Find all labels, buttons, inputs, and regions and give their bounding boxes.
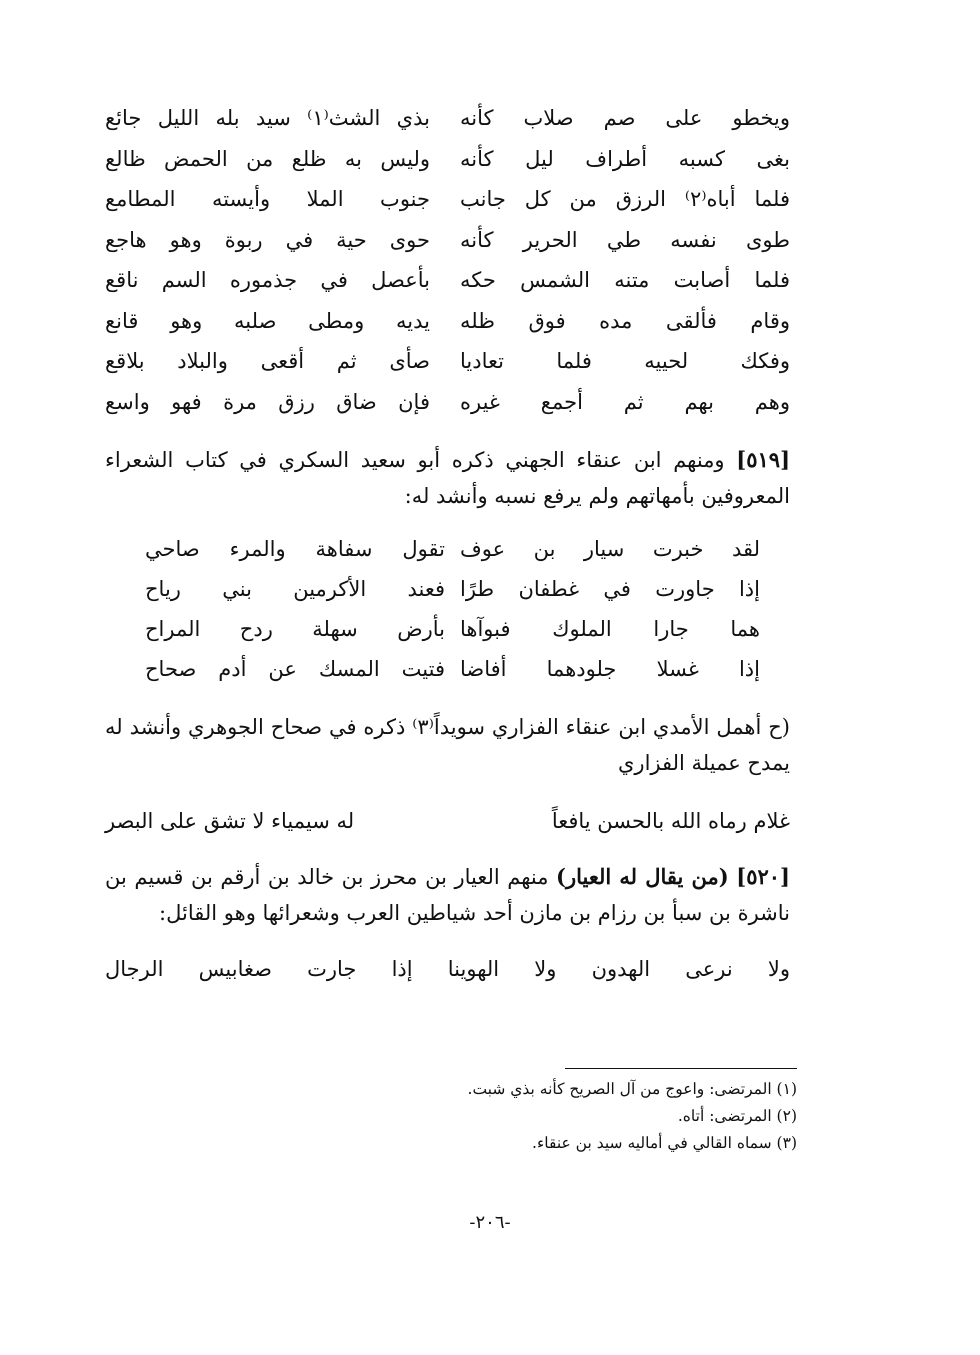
poem-top	[105, 98, 790, 422]
hemistich-second: صأى ثم أقعى والبلاد بلاقع	[105, 349, 430, 373]
verse-line	[145, 529, 760, 569]
footnote: (٣) سماه القالي في أماليه سيد بن عنقاء.	[532, 1134, 797, 1152]
entry-520	[105, 859, 790, 931]
hemistich-first: وقام فألقى مده فوق ظله	[460, 308, 790, 333]
entry-text: منهم العيار بن محرز بن خالد بن أرقم بن قسيم بن ناشرة بن سبأ بن رزام بن مازن أحد شياطين العرب وشعرائها وهو القائل:	[105, 865, 790, 925]
hemistich-first: لقد خبرت سيار بن عوف	[460, 537, 760, 561]
entry-heading: (من يقال له العيار)	[556, 864, 729, 889]
hemistich-first: إذا غسلا جلودهما أفاضا	[460, 657, 760, 681]
hemistich-second: وليس به ظلع من الحمض ظالع	[105, 146, 430, 171]
verse-line	[145, 609, 760, 649]
entry-note-ibn-anqa	[105, 709, 790, 781]
verse-line	[105, 179, 790, 220]
verse-line	[145, 649, 760, 689]
footnotes	[277, 1076, 797, 1157]
hemistich-second: تقول سفاهة والمرء صاحي	[145, 537, 445, 561]
page-body	[105, 96, 790, 987]
verse-line	[105, 139, 790, 180]
entry-number: [٥١٩]	[736, 447, 791, 472]
verse-line	[145, 569, 760, 609]
hemistich-second: فعند الأكرمين بني رياح	[145, 577, 445, 601]
verse-line	[105, 220, 790, 261]
verse-line	[105, 301, 790, 342]
hemistich-first: وهم بهم ثم أجمع غيره	[460, 389, 790, 414]
hemistich-first: فلما أصابت متنه الشمس حكه	[460, 268, 790, 292]
footnote-divider	[565, 1068, 797, 1069]
entry-text: (ح أهمل الأمدي ابن عنقاء الفزاري سويداً⁽٣⁾ ذكره في صحاح الجوهري وأنشد له يمدح عميلة الفزاري	[105, 715, 790, 775]
hemistich-second: حوى حية في ربوة وهو هاجع	[105, 227, 430, 252]
entry-519	[105, 442, 790, 514]
verse-line	[105, 341, 790, 382]
hemistich-second: يديه ومطى صلبه وهو قانع	[105, 308, 430, 333]
hemistich-first: غلام رماه الله بالحسن يافعاً	[551, 809, 790, 833]
hemistich-second: جنوب الملا وأيسته المطامع	[105, 187, 430, 211]
hemistich-second: له سيمياء لا تشق على البصر	[105, 809, 355, 833]
hemistich-first: بغى كسبه أطراف ليل كأنه	[460, 146, 790, 171]
hemistich-first: وفكك لحييه فلما تعاديا	[460, 349, 790, 373]
verse-single	[105, 803, 790, 839]
verse-line	[105, 382, 790, 423]
hemistich-first: فلما أباه⁽٢⁾ الرزق من كل جانب	[460, 187, 790, 211]
hemistich-second: بأرض سهلة ردح المراح	[145, 617, 445, 641]
footnote: (١) المرتضى: واعوج من آل الصريح كأنه بذي شبت.	[467, 1080, 797, 1098]
hemistich-second: فتيت المسك عن أدم صحاح	[145, 657, 445, 681]
entry-text: ومنهم ابن عنقاء الجهني ذكره أبو سعيد السكري في كتاب الشعراء المعروفين بأمهاتهم ولم يرفع نسبه وأنشد له:	[105, 448, 790, 508]
poem-middle	[105, 529, 790, 689]
hemistich-first: طوى نفسه طي الحرير كأنه	[460, 227, 790, 252]
verse-line	[105, 98, 790, 139]
entry-number: [٥٢٠]	[736, 864, 790, 889]
hemistich-first: ويخطو على صم صلاب كأنه	[460, 106, 790, 130]
hemistich-second: فإن ضاق رزق مرة فهو واسع	[105, 389, 430, 414]
footnote: (٢) المرتضى: أتاه.	[677, 1107, 797, 1125]
hemistich-first: هما جارا الملوك فبوآها	[460, 617, 760, 641]
hemistich-second: بذي الشث⁽١⁾ سيد بله الليل جائع	[105, 106, 430, 130]
page-number: -٢٠٦-	[469, 1212, 511, 1233]
verse-line	[105, 260, 790, 301]
hemistich-second: بأعصل في جذموره السم ناقع	[105, 268, 430, 292]
hemistich-first: إذا جاورت في غطفان طرًا	[460, 577, 760, 601]
verse-last: ولا نرعى الهدون ولا الهوينا إذا جارت صغابيس الرجال	[105, 957, 790, 981]
